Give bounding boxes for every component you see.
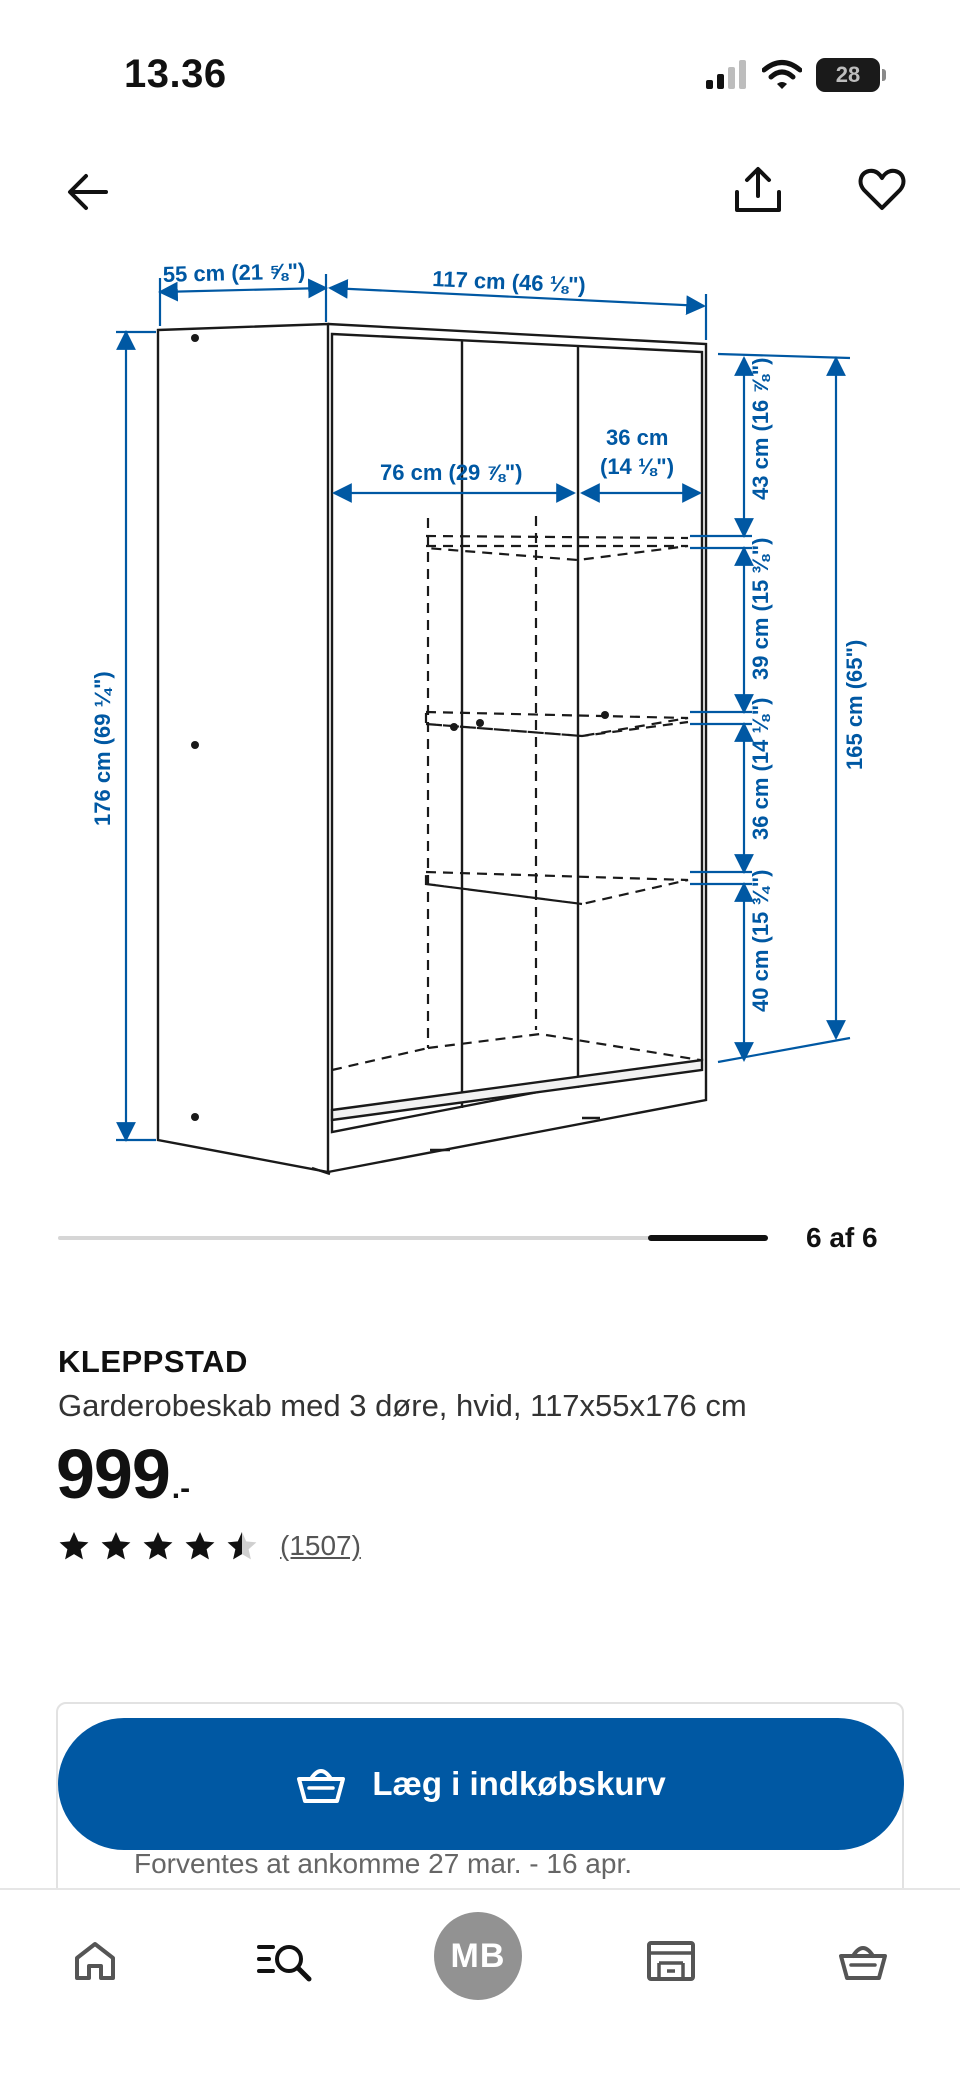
share-button[interactable]: [726, 158, 790, 222]
bottom-tab-bar: [0, 1888, 960, 2087]
tab-home[interactable]: [50, 1916, 140, 2006]
product-name: KLEPPSTAD: [58, 1344, 248, 1379]
wifi-icon: [762, 59, 802, 91]
dimension-shelf-width-cm: 36 cm: [606, 425, 669, 450]
favorite-button[interactable]: [850, 158, 914, 222]
arrow-left-icon: [66, 172, 110, 212]
dimension-width: 117 cm (46 ⅛"): [431, 266, 587, 298]
product-dimension-drawing: [0, 240, 960, 1190]
tab-cart[interactable]: [818, 1916, 908, 2006]
store-icon: [646, 1939, 696, 1983]
star-icon: [58, 1530, 90, 1562]
status-icons: [704, 58, 880, 92]
tab-stores[interactable]: [626, 1916, 716, 2006]
profile-avatar[interactable]: [434, 1912, 522, 2000]
dimension-shelf-width-in: (14 ⅛"): [600, 454, 675, 479]
signal-icon: [704, 60, 748, 90]
status-time: 13.36: [124, 52, 227, 96]
star-icon: [100, 1530, 132, 1562]
home-icon: [73, 1940, 117, 1982]
price-value: 999: [56, 1435, 170, 1513]
product-price: [56, 1434, 190, 1514]
search-list-icon: [257, 1939, 313, 1983]
dimension-gap-2: 39 cm (15 ⅜"): [748, 537, 773, 680]
price-suffix: .-: [171, 1472, 191, 1505]
back-button[interactable]: [56, 160, 120, 224]
battery-level: 28: [835, 62, 861, 87]
dimension-rail-width: 76 cm (29 ⅞"): [380, 460, 523, 485]
star-icon: [184, 1530, 216, 1562]
add-to-cart-button[interactable]: [58, 1718, 904, 1850]
share-icon: [732, 166, 784, 214]
status-bar: [0, 0, 960, 140]
dimension-gap-4: 40 cm (15 ¾"): [748, 869, 773, 1012]
product-description: Garderobeskab med 3 døre, hvid, 117x55x176 cm: [58, 1388, 747, 1423]
dimension-total-height: 176 cm (69 ¼"): [90, 671, 115, 826]
cart-basket-icon: [296, 1763, 346, 1805]
carousel-counter: 6 af 6: [806, 1222, 878, 1253]
star-icon: [142, 1530, 174, 1562]
carousel-progress-track[interactable]: [58, 1236, 768, 1240]
star-icon: [226, 1530, 258, 1562]
dimension-gap-3: 36 cm (14 ⅛"): [748, 697, 773, 840]
profile-initials: MB: [450, 1936, 506, 1975]
delivery-estimate: Forventes at ankomme 27 mar. - 16 apr.: [134, 1848, 633, 1879]
basket-icon: [838, 1940, 888, 1982]
heart-icon: [858, 168, 906, 212]
dimension-inner-height: 165 cm (65"): [842, 639, 867, 770]
dimension-gap-1: 43 cm (16 ⅞"): [748, 357, 773, 500]
rating-stars: [58, 1530, 258, 1562]
product-rating[interactable]: [58, 1530, 361, 1562]
carousel-progress-thumb: [648, 1235, 768, 1241]
battery-icon: [816, 58, 880, 92]
dimension-depth: 55 cm (21 ⅝"): [162, 258, 306, 287]
tab-search[interactable]: [240, 1916, 330, 2006]
rating-count-link[interactable]: (1507): [280, 1530, 361, 1561]
add-to-cart-label: Læg i indkøbskurv: [372, 1765, 666, 1802]
